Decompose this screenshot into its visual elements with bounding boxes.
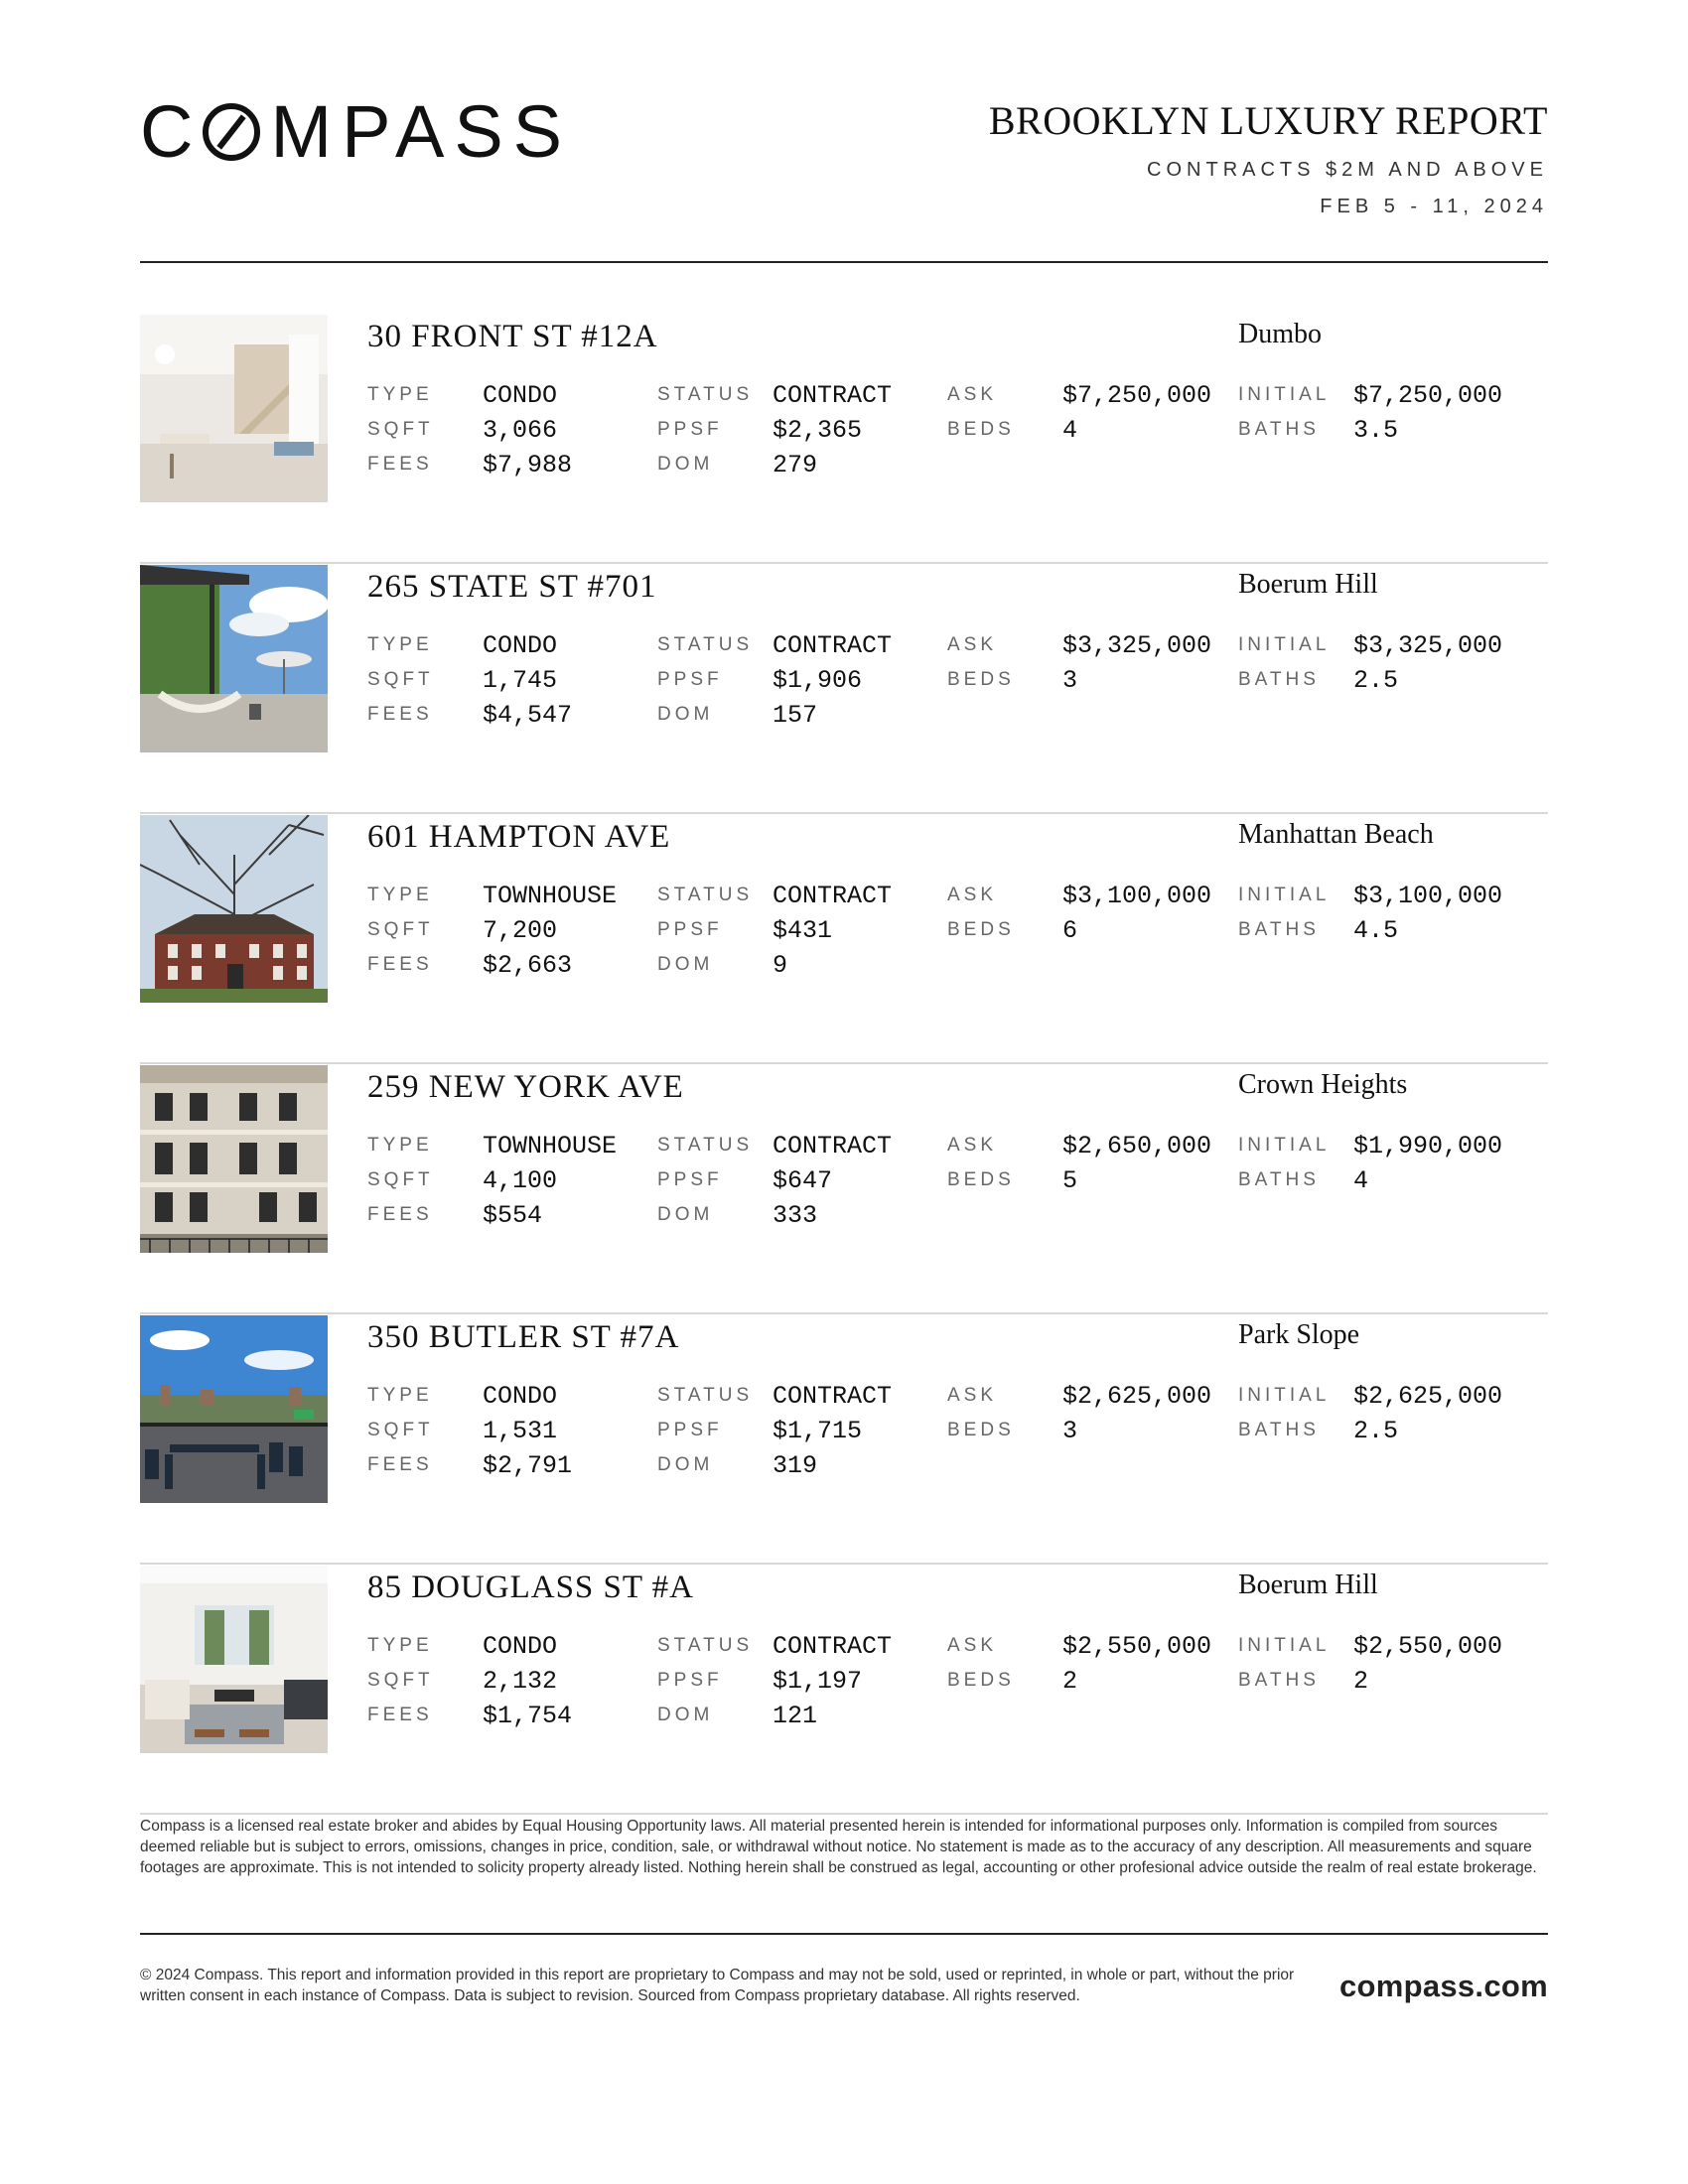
initial-value: $3,100,000 [1353,882,1503,910]
ask-label: ASK [947,1135,998,1156]
fees-label: FEES [367,1454,433,1475]
fees-value: $2,663 [483,951,573,980]
baths-label: BATHS [1238,1670,1320,1691]
type-value: CONDO [483,381,558,410]
ppsf-value: $1,715 [773,1417,863,1445]
fees-label: FEES [367,454,433,475]
ask-label: ASK [947,1635,998,1656]
sqft-value: 2,132 [483,1667,558,1696]
dom-label: DOM [657,954,714,975]
type-value: TOWNHOUSE [483,1132,618,1160]
initial-label: INITIAL [1238,1135,1331,1156]
status-value: CONTRACT [773,882,893,910]
listing-photo-house-icon [140,815,328,1003]
beds-value: 3 [1062,666,1078,695]
type-label: TYPE [367,1635,433,1656]
status-label: STATUS [657,1135,754,1156]
ppsf-value: $1,197 [773,1667,863,1696]
status-value: CONTRACT [773,1632,893,1661]
fees-value: $554 [483,1201,543,1230]
listing-divider [140,1813,1548,1815]
report-date-range: FEB 5 - 11, 2024 [1320,196,1548,217]
listing-neighborhood: Park Slope [1238,1319,1360,1350]
ppsf-label: PPSF [657,419,723,440]
report-title: BROOKLYN LUXURY REPORT [988,98,1548,143]
fees-label: FEES [367,954,433,975]
baths-label: BATHS [1238,919,1320,940]
ask-value: $7,250,000 [1062,381,1212,410]
disclaimer-text: Compass is a licensed real estate broker and abides by Equal Housing Opportunity laws. All material presented herein is intended for informational purposes only. Information is compiled from sources deemed reliable but is subject to errors, omissions, changes in price, condition, sale, or withdrawal without notice. No statement is made as to the accuracy of any description. All measurements and square footages are approximate. This is not intended to solicity property already listed. Nothing herein shall be construed as legal, accounting or other profesional advice outside the realm of real estate brokerage. [140,1818,1537,1876]
listing-card [140,1566,1548,1815]
listing-divider [140,562,1548,564]
fees-label: FEES [367,704,433,725]
listing-address: 265 STATE ST #701 [367,569,657,605]
ppsf-label: PPSF [657,919,723,940]
listing-address: 350 BUTLER ST #7A [367,1319,680,1355]
footer-divider [140,1933,1548,1935]
compass-logo: C MPASS [140,90,573,173]
initial-value: $1,990,000 [1353,1132,1503,1160]
sqft-label: SQFT [367,1420,434,1440]
ask-label: ASK [947,1385,998,1406]
listing-photo [140,815,328,1003]
dom-value: 279 [773,451,818,479]
initial-value: $2,625,000 [1353,1382,1503,1411]
listing-photo-brownstone-icon [140,1065,328,1253]
beds-label: BEDS [947,419,1015,440]
type-label: TYPE [367,1135,433,1156]
listing-photo [140,565,328,752]
dom-label: DOM [657,1705,714,1725]
listing-address: 30 FRONT ST #12A [367,319,658,354]
listing-photo [140,1566,328,1753]
baths-label: BATHS [1238,419,1320,440]
beds-value: 3 [1062,1417,1078,1445]
sqft-label: SQFT [367,1670,434,1691]
status-label: STATUS [657,1635,754,1656]
sqft-label: SQFT [367,919,434,940]
fees-value: $2,791 [483,1451,573,1480]
sqft-value: 3,066 [483,416,558,445]
website-link[interactable]: compass.com [1338,1969,1548,2003]
dom-label: DOM [657,704,714,725]
ppsf-value: $1,906 [773,666,863,695]
baths-value: 4.5 [1353,916,1399,945]
status-label: STATUS [657,885,754,905]
listing-neighborhood: Crown Heights [1238,1069,1408,1100]
fees-value: $4,547 [483,701,573,730]
listing-card [140,315,1548,564]
listing-photo-interior-icon [140,315,328,502]
ppsf-label: PPSF [657,1670,723,1691]
dom-label: DOM [657,1204,714,1225]
listing-divider [140,1563,1548,1565]
fees-label: FEES [367,1705,433,1725]
listing-neighborhood: Boerum Hill [1238,569,1378,600]
listing-photo [140,1315,328,1503]
baths-label: BATHS [1238,1169,1320,1190]
ppsf-value: $431 [773,916,833,945]
type-value: CONDO [483,1632,558,1661]
beds-label: BEDS [947,669,1015,690]
ask-label: ASK [947,634,998,655]
initial-label: INITIAL [1238,384,1331,405]
ppsf-label: PPSF [657,1169,723,1190]
initial-label: INITIAL [1238,1385,1331,1406]
baths-value: 2 [1353,1667,1369,1696]
status-value: CONTRACT [773,381,893,410]
status-value: CONTRACT [773,1382,893,1411]
initial-value: $7,250,000 [1353,381,1503,410]
ask-label: ASK [947,885,998,905]
compass-logo-o-icon [203,103,260,161]
ppsf-label: PPSF [657,1420,723,1440]
sqft-value: 7,200 [483,916,558,945]
listing-divider [140,1312,1548,1314]
listing-address: 259 NEW YORK AVE [367,1069,684,1105]
report-subtitle: CONTRACTS $2M AND ABOVE [1147,159,1548,181]
dom-value: 333 [773,1201,818,1230]
beds-label: BEDS [947,1670,1015,1691]
type-label: TYPE [367,634,433,655]
fees-value: $7,988 [483,451,573,479]
listing-photo-rooftop-icon [140,1315,328,1503]
ask-value: $2,625,000 [1062,1382,1212,1411]
ppsf-label: PPSF [657,669,723,690]
sqft-value: 1,531 [483,1417,558,1445]
type-value: CONDO [483,631,558,660]
baths-value: 3.5 [1353,416,1399,445]
sqft-label: SQFT [367,1169,434,1190]
fees-value: $1,754 [483,1702,573,1730]
listing-address: 601 HAMPTON AVE [367,819,671,855]
dom-value: 157 [773,701,818,730]
listing-neighborhood: Boerum Hill [1238,1570,1378,1600]
dom-label: DOM [657,454,714,475]
listing-card [140,1065,1548,1314]
listing-photo-living-room-icon [140,1566,328,1753]
type-label: TYPE [367,1385,433,1406]
copyright-text: © 2024 Compass. This report and information provided in this report are proprietary to Compass and may not be sold, used or reprinted, in whole or part, without the prior written consent in each instance of Compass. Data is subject to revision. Sourced from Compass proprietary database. All rights reserved. [140,1967,1295,2004]
initial-value: $2,550,000 [1353,1632,1503,1661]
listing-neighborhood: Manhattan Beach [1238,819,1434,850]
ppsf-value: $2,365 [773,416,863,445]
initial-label: INITIAL [1238,1635,1331,1656]
fees-label: FEES [367,1204,433,1225]
ask-value: $2,550,000 [1062,1632,1212,1661]
listing-divider [140,812,1548,814]
initial-label: INITIAL [1238,634,1331,655]
baths-label: BATHS [1238,669,1320,690]
status-value: CONTRACT [773,631,893,660]
dom-value: 319 [773,1451,818,1480]
sqft-value: 4,100 [483,1166,558,1195]
beds-value: 4 [1062,416,1078,445]
header-divider [140,261,1548,263]
listing-photo [140,315,328,502]
status-value: CONTRACT [773,1132,893,1160]
ask-value: $3,325,000 [1062,631,1212,660]
beds-value: 6 [1062,916,1078,945]
sqft-label: SQFT [367,669,434,690]
type-label: TYPE [367,885,433,905]
beds-value: 5 [1062,1166,1078,1195]
baths-value: 4 [1353,1166,1369,1195]
report-header [989,99,1548,218]
beds-label: BEDS [947,1169,1015,1190]
listing-photo-terrace-icon [140,565,328,752]
listing-neighborhood: Dumbo [1238,319,1322,349]
type-value: TOWNHOUSE [483,882,618,910]
listing-photo [140,1065,328,1253]
listing-card [140,565,1548,814]
ask-value: $2,650,000 [1062,1132,1212,1160]
baths-value: 2.5 [1353,1417,1399,1445]
initial-value: $3,325,000 [1353,631,1503,660]
baths-label: BATHS [1238,1420,1320,1440]
ppsf-value: $647 [773,1166,833,1195]
ask-label: ASK [947,384,998,405]
listing-address: 85 DOUGLASS ST #A [367,1570,695,1605]
initial-label: INITIAL [1238,885,1331,905]
listing-card [140,815,1548,1064]
ask-value: $3,100,000 [1062,882,1212,910]
beds-value: 2 [1062,1667,1078,1696]
sqft-value: 1,745 [483,666,558,695]
beds-label: BEDS [947,919,1015,940]
listing-card [140,1315,1548,1565]
status-label: STATUS [657,634,754,655]
dom-label: DOM [657,1454,714,1475]
status-label: STATUS [657,384,754,405]
beds-label: BEDS [947,1420,1015,1440]
listing-divider [140,1062,1548,1064]
status-label: STATUS [657,1385,754,1406]
type-value: CONDO [483,1382,558,1411]
sqft-label: SQFT [367,419,434,440]
baths-value: 2.5 [1353,666,1399,695]
dom-value: 9 [773,951,788,980]
type-label: TYPE [367,384,433,405]
dom-value: 121 [773,1702,818,1730]
